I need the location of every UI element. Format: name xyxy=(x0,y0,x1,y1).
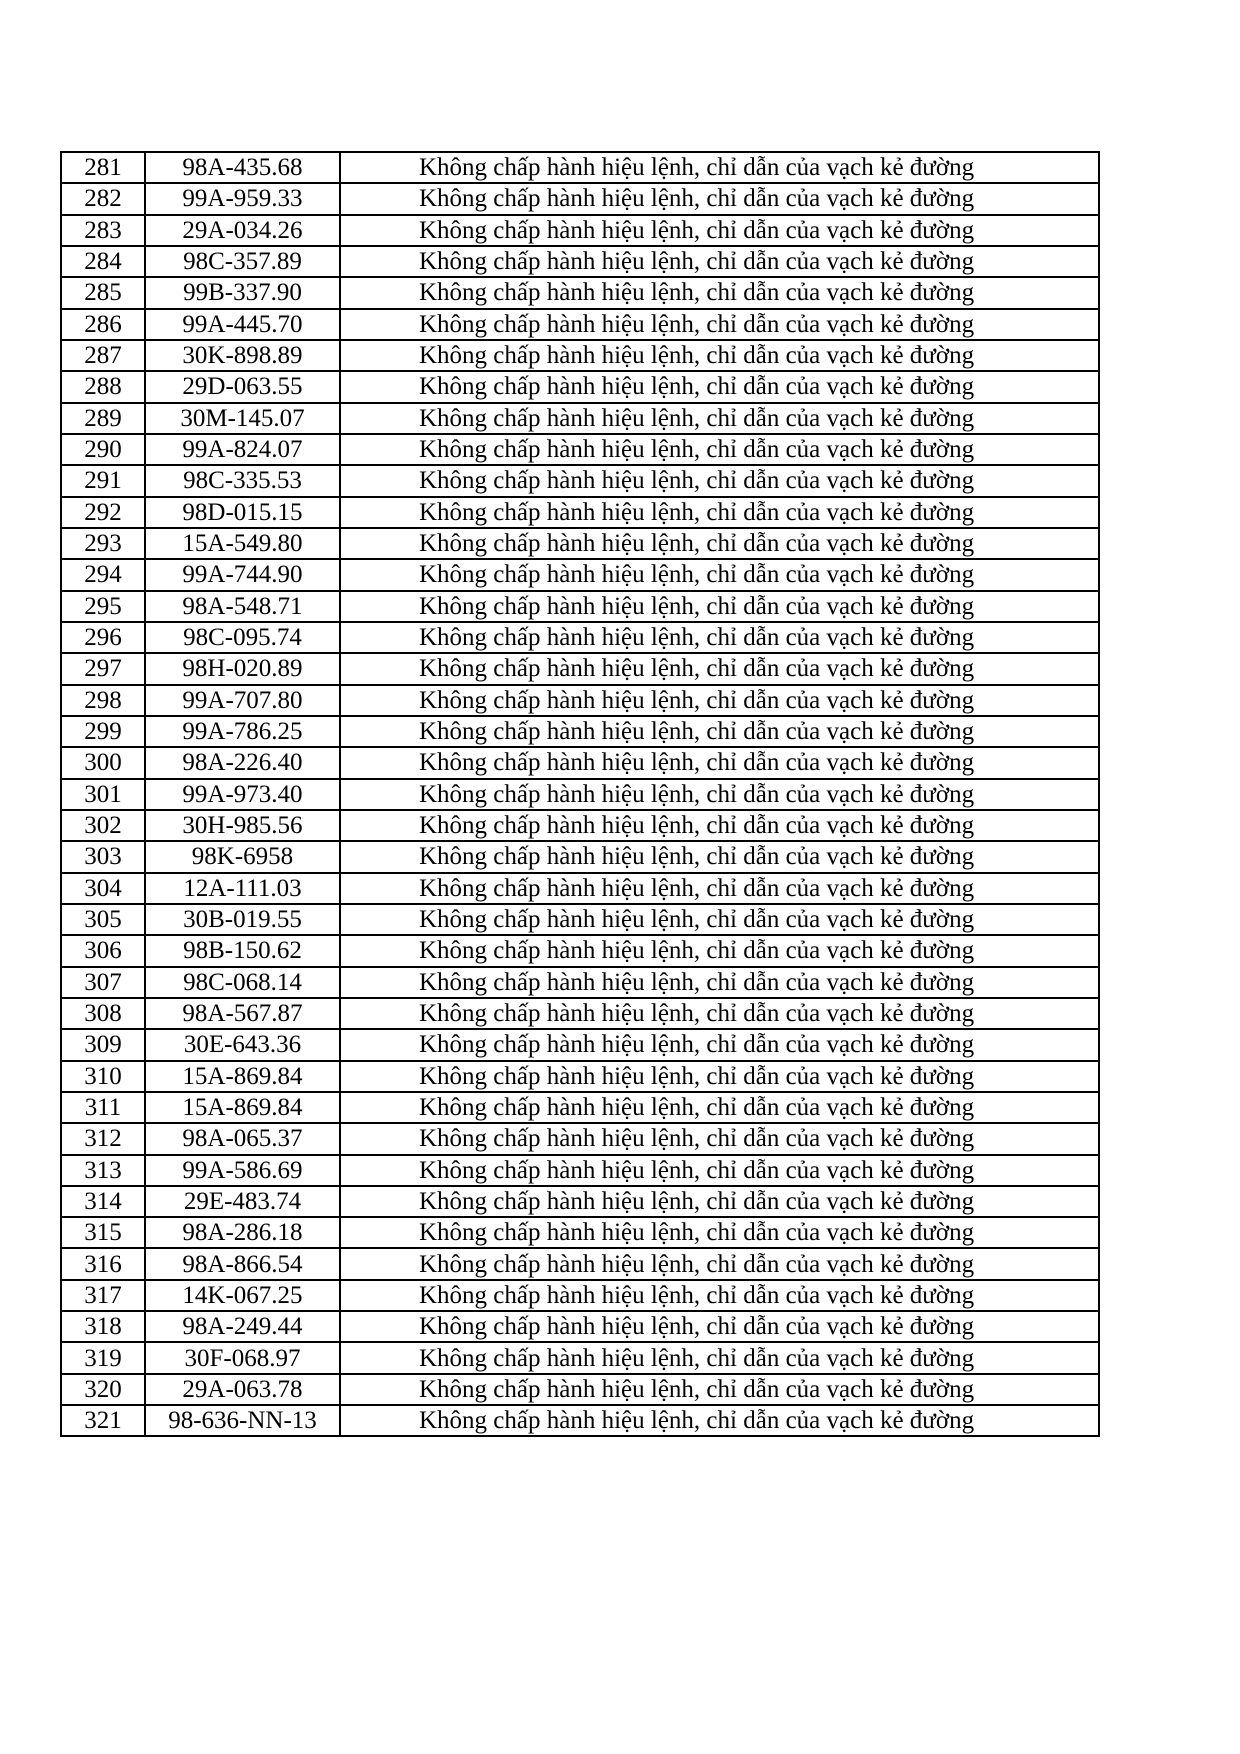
license-plate-cell: 98A-548.71 xyxy=(145,591,340,622)
violation-cell: Không chấp hành hiệu lệnh, chỉ dẫn của vạch kẻ đường xyxy=(340,967,1099,998)
table-row xyxy=(61,403,1099,434)
violation-cell: Không chấp hành hiệu lệnh, chỉ dẫn của vạch kẻ đường xyxy=(340,935,1099,966)
violation-cell: Không chấp hành hiệu lệnh, chỉ dẫn của vạch kẻ đường xyxy=(340,497,1099,528)
table-row xyxy=(61,935,1099,966)
table-row xyxy=(61,685,1099,716)
license-plate-cell: 29E-483.74 xyxy=(145,1186,340,1217)
table-row xyxy=(61,559,1099,590)
violation-cell: Không chấp hành hiệu lệnh, chỉ dẫn của vạch kẻ đường xyxy=(340,215,1099,246)
row-number-cell: 302 xyxy=(61,810,145,841)
license-plate-cell: 15A-869.84 xyxy=(145,1061,340,1092)
violation-cell: Không chấp hành hiệu lệnh, chỉ dẫn của vạch kẻ đường xyxy=(340,434,1099,465)
row-number-cell: 318 xyxy=(61,1311,145,1342)
row-number-cell: 298 xyxy=(61,685,145,716)
license-plate-cell: 98A-226.40 xyxy=(145,747,340,778)
violation-cell: Không chấp hành hiệu lệnh, chỉ dẫn của vạch kẻ đường xyxy=(340,841,1099,872)
table-row xyxy=(61,434,1099,465)
license-plate-cell: 99A-786.25 xyxy=(145,716,340,747)
table-row xyxy=(61,1311,1099,1342)
table-row xyxy=(61,873,1099,904)
table-row xyxy=(61,1405,1099,1436)
row-number-cell: 286 xyxy=(61,309,145,340)
violation-cell: Không chấp hành hiệu lệnh, chỉ dẫn của vạch kẻ đường xyxy=(340,1217,1099,1248)
license-plate-cell: 30F-068.97 xyxy=(145,1342,340,1373)
violation-cell: Không chấp hành hiệu lệnh, chỉ dẫn của vạch kẻ đường xyxy=(340,779,1099,810)
table-row xyxy=(61,779,1099,810)
violation-cell: Không chấp hành hiệu lệnh, chỉ dẫn của vạch kẻ đường xyxy=(340,371,1099,402)
table-row xyxy=(61,1186,1099,1217)
table-row xyxy=(61,747,1099,778)
violation-cell: Không chấp hành hiệu lệnh, chỉ dẫn của vạch kẻ đường xyxy=(340,998,1099,1029)
row-number-cell: 321 xyxy=(61,1405,145,1436)
row-number-cell: 297 xyxy=(61,653,145,684)
table-row xyxy=(61,622,1099,653)
table-row xyxy=(61,1248,1099,1279)
license-plate-cell: 98A-249.44 xyxy=(145,1311,340,1342)
license-plate-cell: 98K-6958 xyxy=(145,841,340,872)
row-number-cell: 290 xyxy=(61,434,145,465)
violation-cell: Không chấp hành hiệu lệnh, chỉ dẫn của vạch kẻ đường xyxy=(340,653,1099,684)
license-plate-cell: 99A-445.70 xyxy=(145,309,340,340)
table-row xyxy=(61,591,1099,622)
license-plate-cell: 29A-034.26 xyxy=(145,215,340,246)
row-number-cell: 307 xyxy=(61,967,145,998)
row-number-cell: 283 xyxy=(61,215,145,246)
violation-cell: Không chấp hành hiệu lệnh, chỉ dẫn của vạch kẻ đường xyxy=(340,873,1099,904)
license-plate-cell: 98A-567.87 xyxy=(145,998,340,1029)
row-number-cell: 294 xyxy=(61,559,145,590)
violation-cell: Không chấp hành hiệu lệnh, chỉ dẫn của vạch kẻ đường xyxy=(340,1405,1099,1436)
table-row xyxy=(61,183,1099,214)
license-plate-cell: 29D-063.55 xyxy=(145,371,340,402)
table-row xyxy=(61,1092,1099,1123)
row-number-cell: 309 xyxy=(61,1029,145,1060)
license-plate-cell: 99A-959.33 xyxy=(145,183,340,214)
table-row xyxy=(61,810,1099,841)
violation-cell: Không chấp hành hiệu lệnh, chỉ dẫn của vạch kẻ đường xyxy=(340,591,1099,622)
table-row xyxy=(61,1155,1099,1186)
table-row xyxy=(61,1342,1099,1373)
license-plate-cell: 98D-015.15 xyxy=(145,497,340,528)
license-plate-cell: 98A-435.68 xyxy=(145,152,340,183)
license-plate-cell: 98C-357.89 xyxy=(145,246,340,277)
table-row xyxy=(61,340,1099,371)
row-number-cell: 289 xyxy=(61,403,145,434)
license-plate-cell: 98H-020.89 xyxy=(145,653,340,684)
violation-cell: Không chấp hành hiệu lệnh, chỉ dẫn của vạch kẻ đường xyxy=(340,1280,1099,1311)
row-number-cell: 304 xyxy=(61,873,145,904)
violation-cell: Không chấp hành hiệu lệnh, chỉ dẫn của vạch kẻ đường xyxy=(340,246,1099,277)
license-plate-cell: 30B-019.55 xyxy=(145,904,340,935)
license-plate-cell: 29A-063.78 xyxy=(145,1374,340,1405)
table-row xyxy=(61,277,1099,308)
violation-cell: Không chấp hành hiệu lệnh, chỉ dẫn của vạch kẻ đường xyxy=(340,1374,1099,1405)
violation-cell: Không chấp hành hiệu lệnh, chỉ dẫn của vạch kẻ đường xyxy=(340,1029,1099,1060)
row-number-cell: 306 xyxy=(61,935,145,966)
license-plate-cell: 14K-067.25 xyxy=(145,1280,340,1311)
violation-cell: Không chấp hành hiệu lệnh, chỉ dẫn của vạch kẻ đường xyxy=(340,1311,1099,1342)
violations-table-body xyxy=(61,152,1099,1436)
row-number-cell: 310 xyxy=(61,1061,145,1092)
license-plate-cell: 12A-111.03 xyxy=(145,873,340,904)
table-row xyxy=(61,371,1099,402)
table-row xyxy=(61,1061,1099,1092)
row-number-cell: 317 xyxy=(61,1280,145,1311)
row-number-cell: 311 xyxy=(61,1092,145,1123)
violation-cell: Không chấp hành hiệu lệnh, chỉ dẫn của vạch kẻ đường xyxy=(340,465,1099,496)
row-number-cell: 291 xyxy=(61,465,145,496)
table-row xyxy=(61,967,1099,998)
license-plate-cell: 15A-549.80 xyxy=(145,528,340,559)
license-plate-cell: 98C-095.74 xyxy=(145,622,340,653)
violation-cell: Không chấp hành hiệu lệnh, chỉ dẫn của vạch kẻ đường xyxy=(340,528,1099,559)
row-number-cell: 285 xyxy=(61,277,145,308)
table-row xyxy=(61,904,1099,935)
violation-cell: Không chấp hành hiệu lệnh, chỉ dẫn của vạch kẻ đường xyxy=(340,747,1099,778)
row-number-cell: 292 xyxy=(61,497,145,528)
row-number-cell: 293 xyxy=(61,528,145,559)
table-row xyxy=(61,716,1099,747)
violation-cell: Không chấp hành hiệu lệnh, chỉ dẫn của vạch kẻ đường xyxy=(340,1186,1099,1217)
violation-cell: Không chấp hành hiệu lệnh, chỉ dẫn của vạch kẻ đường xyxy=(340,1092,1099,1123)
row-number-cell: 320 xyxy=(61,1374,145,1405)
row-number-cell: 284 xyxy=(61,246,145,277)
license-plate-cell: 99B-337.90 xyxy=(145,277,340,308)
row-number-cell: 315 xyxy=(61,1217,145,1248)
license-plate-cell: 30M-145.07 xyxy=(145,403,340,434)
violations-table xyxy=(60,151,1100,1437)
license-plate-cell: 99A-707.80 xyxy=(145,685,340,716)
violation-cell: Không chấp hành hiệu lệnh, chỉ dẫn của vạch kẻ đường xyxy=(340,403,1099,434)
row-number-cell: 316 xyxy=(61,1248,145,1279)
table-row xyxy=(61,1029,1099,1060)
license-plate-cell: 98C-068.14 xyxy=(145,967,340,998)
violation-cell: Không chấp hành hiệu lệnh, chỉ dẫn của vạch kẻ đường xyxy=(340,1061,1099,1092)
table-row xyxy=(61,841,1099,872)
table-row xyxy=(61,246,1099,277)
row-number-cell: 319 xyxy=(61,1342,145,1373)
license-plate-cell: 98-636-NN-13 xyxy=(145,1405,340,1436)
violation-cell: Không chấp hành hiệu lệnh, chỉ dẫn của vạch kẻ đường xyxy=(340,340,1099,371)
table-row xyxy=(61,998,1099,1029)
violation-cell: Không chấp hành hiệu lệnh, chỉ dẫn của vạch kẻ đường xyxy=(340,559,1099,590)
row-number-cell: 313 xyxy=(61,1155,145,1186)
row-number-cell: 300 xyxy=(61,747,145,778)
row-number-cell: 288 xyxy=(61,371,145,402)
row-number-cell: 281 xyxy=(61,152,145,183)
table-row xyxy=(61,528,1099,559)
row-number-cell: 287 xyxy=(61,340,145,371)
violation-cell: Không chấp hành hiệu lệnh, chỉ dẫn của vạch kẻ đường xyxy=(340,1342,1099,1373)
license-plate-cell: 30H-985.56 xyxy=(145,810,340,841)
table-row xyxy=(61,497,1099,528)
violation-cell: Không chấp hành hiệu lệnh, chỉ dẫn của vạch kẻ đường xyxy=(340,152,1099,183)
row-number-cell: 305 xyxy=(61,904,145,935)
violation-cell: Không chấp hành hiệu lệnh, chỉ dẫn của vạch kẻ đường xyxy=(340,716,1099,747)
table-row xyxy=(61,1280,1099,1311)
row-number-cell: 282 xyxy=(61,183,145,214)
table-row xyxy=(61,152,1099,183)
violation-cell: Không chấp hành hiệu lệnh, chỉ dẫn của vạch kẻ đường xyxy=(340,622,1099,653)
license-plate-cell: 15A-869.84 xyxy=(145,1092,340,1123)
violation-cell: Không chấp hành hiệu lệnh, chỉ dẫn của vạch kẻ đường xyxy=(340,277,1099,308)
table-row xyxy=(61,465,1099,496)
license-plate-cell: 30E-643.36 xyxy=(145,1029,340,1060)
violation-cell: Không chấp hành hiệu lệnh, chỉ dẫn của vạch kẻ đường xyxy=(340,1248,1099,1279)
violation-cell: Không chấp hành hiệu lệnh, chỉ dẫn của vạch kẻ đường xyxy=(340,1155,1099,1186)
table-row xyxy=(61,1123,1099,1154)
license-plate-cell: 98C-335.53 xyxy=(145,465,340,496)
row-number-cell: 295 xyxy=(61,591,145,622)
license-plate-cell: 30K-898.89 xyxy=(145,340,340,371)
violation-cell: Không chấp hành hiệu lệnh, chỉ dẫn của vạch kẻ đường xyxy=(340,309,1099,340)
license-plate-cell: 99A-824.07 xyxy=(145,434,340,465)
license-plate-cell: 98B-150.62 xyxy=(145,935,340,966)
row-number-cell: 314 xyxy=(61,1186,145,1217)
table-row xyxy=(61,1217,1099,1248)
table-row xyxy=(61,1374,1099,1405)
violation-cell: Không chấp hành hiệu lệnh, chỉ dẫn của vạch kẻ đường xyxy=(340,183,1099,214)
license-plate-cell: 99A-973.40 xyxy=(145,779,340,810)
license-plate-cell: 98A-286.18 xyxy=(145,1217,340,1248)
violation-cell: Không chấp hành hiệu lệnh, chỉ dẫn của vạch kẻ đường xyxy=(340,810,1099,841)
table-row xyxy=(61,309,1099,340)
table-row xyxy=(61,653,1099,684)
row-number-cell: 308 xyxy=(61,998,145,1029)
violation-cell: Không chấp hành hiệu lệnh, chỉ dẫn của vạch kẻ đường xyxy=(340,1123,1099,1154)
row-number-cell: 299 xyxy=(61,716,145,747)
row-number-cell: 312 xyxy=(61,1123,145,1154)
violation-cell: Không chấp hành hiệu lệnh, chỉ dẫn của vạch kẻ đường xyxy=(340,685,1099,716)
row-number-cell: 303 xyxy=(61,841,145,872)
license-plate-cell: 99A-586.69 xyxy=(145,1155,340,1186)
license-plate-cell: 98A-065.37 xyxy=(145,1123,340,1154)
license-plate-cell: 99A-744.90 xyxy=(145,559,340,590)
row-number-cell: 296 xyxy=(61,622,145,653)
violation-cell: Không chấp hành hiệu lệnh, chỉ dẫn của vạch kẻ đường xyxy=(340,904,1099,935)
row-number-cell: 301 xyxy=(61,779,145,810)
table-row xyxy=(61,215,1099,246)
license-plate-cell: 98A-866.54 xyxy=(145,1248,340,1279)
